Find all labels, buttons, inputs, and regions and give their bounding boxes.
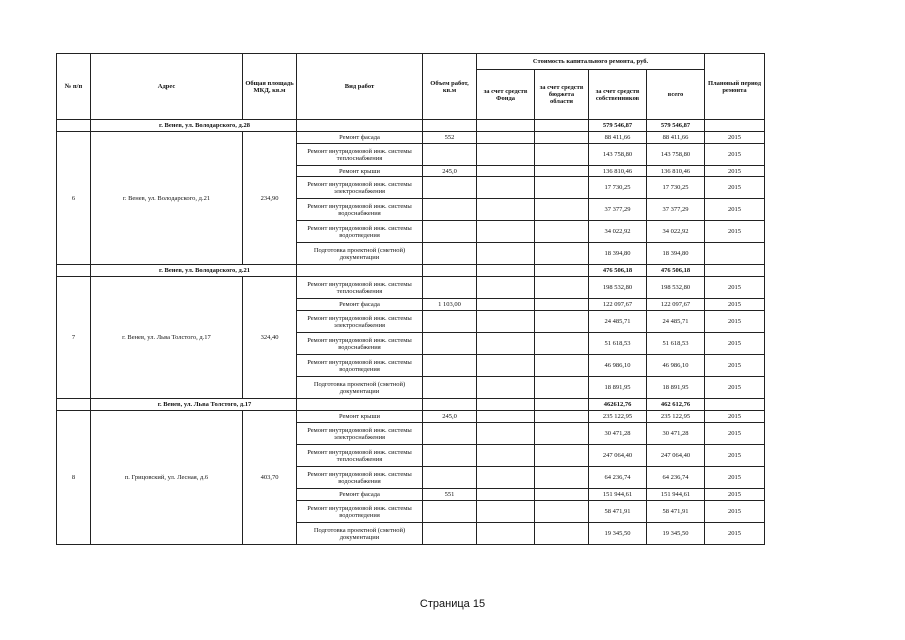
work-volume: [423, 445, 477, 467]
work-type: Ремонт внутридомовой инж. системы электроснабжения: [297, 423, 423, 445]
cost-fund: [477, 355, 535, 377]
cost-total: 30 471,28: [647, 423, 705, 445]
row-area: 403,70: [243, 411, 297, 545]
repair-year: 2015: [705, 177, 765, 199]
work-volume: [423, 311, 477, 333]
summary-label: г. Венев, ул. Володарского, д.21: [91, 265, 297, 277]
work-volume: 552: [423, 132, 477, 144]
cost-owners: 198 532,80: [589, 277, 647, 299]
row-number: 7: [57, 277, 91, 399]
work-type: Ремонт внутридомовой инж. системы водоснабжения: [297, 333, 423, 355]
repair-year: 2015: [705, 501, 765, 523]
cost-total: 18 891,95: [647, 377, 705, 399]
work-volume: 551: [423, 489, 477, 501]
header-cost-group: Стоимость капитального ремонта, руб.: [477, 54, 705, 70]
cost-total: 198 532,80: [647, 277, 705, 299]
cost-owners: 136 810,46: [589, 166, 647, 177]
summary-total: 476 506,18: [647, 265, 705, 277]
cost-owners: 34 022,92: [589, 221, 647, 243]
row-address: п. Грицовский, ул. Лесная, д.6: [91, 411, 243, 545]
cost-region: [535, 221, 589, 243]
cost-region: [535, 277, 589, 299]
cost-total: 17 730,25: [647, 177, 705, 199]
cost-owners: 235 122,95: [589, 411, 647, 423]
cost-total: 46 986,10: [647, 355, 705, 377]
work-volume: [423, 277, 477, 299]
cost-owners: 51 618,53: [589, 333, 647, 355]
cost-total: 151 944,61: [647, 489, 705, 501]
work-volume: [423, 144, 477, 166]
summary-row: [57, 265, 765, 277]
work-volume: [423, 333, 477, 355]
cost-owners: 17 730,25: [589, 177, 647, 199]
row-address: г. Венев, ул. Льва Толстого, д.17: [91, 277, 243, 399]
repair-year: 2015: [705, 467, 765, 489]
cost-fund: [477, 277, 535, 299]
cost-total: 136 810,46: [647, 166, 705, 177]
cost-region: [535, 132, 589, 144]
cost-fund: [477, 333, 535, 355]
cost-total: 143 758,80: [647, 144, 705, 166]
work-volume: [423, 243, 477, 265]
work-type: Подготовка проектной (сметной) документации: [297, 523, 423, 545]
summary-total: 462 612,76: [647, 399, 705, 411]
repair-year: 2015: [705, 311, 765, 333]
cost-region: [535, 411, 589, 423]
cost-total: 122 097,67: [647, 299, 705, 311]
work-type: Ремонт фасада: [297, 489, 423, 501]
work-type: Подготовка проектной (сметной) документации: [297, 377, 423, 399]
cost-region: [535, 467, 589, 489]
summary-row: [57, 120, 765, 132]
cost-owners: 37 377,29: [589, 199, 647, 221]
work-type: Подготовка проектной (сметной) документации: [297, 243, 423, 265]
cost-fund: [477, 467, 535, 489]
row-area: 234,90: [243, 132, 297, 265]
summary-owners: 476 506,18: [589, 265, 647, 277]
cost-fund: [477, 489, 535, 501]
cost-region: [535, 523, 589, 545]
work-volume: [423, 177, 477, 199]
cost-region: [535, 144, 589, 166]
summary-owners: 462612,76: [589, 399, 647, 411]
cost-fund: [477, 445, 535, 467]
work-type: Ремонт внутридомовой инж. системы теплоснабжения: [297, 144, 423, 166]
cost-fund: [477, 411, 535, 423]
work-volume: 245,0: [423, 166, 477, 177]
cost-region: [535, 445, 589, 467]
cost-fund: [477, 377, 535, 399]
table-row: [57, 277, 765, 299]
cost-fund: [477, 501, 535, 523]
repair-year: 2015: [705, 333, 765, 355]
cost-fund: [477, 166, 535, 177]
header-work-type: Вид работ: [297, 54, 423, 120]
repair-year: 2015: [705, 166, 765, 177]
work-volume: [423, 221, 477, 243]
cost-total: 51 618,53: [647, 333, 705, 355]
cost-owners: 58 471,91: [589, 501, 647, 523]
cost-total: 64 236,74: [647, 467, 705, 489]
header-fund: за счет средств Фонда: [477, 70, 535, 120]
work-volume: 1 103,00: [423, 299, 477, 311]
cost-owners: 46 986,10: [589, 355, 647, 377]
cost-owners: 18 394,80: [589, 243, 647, 265]
header-owners: за счет средств собственников: [589, 70, 647, 120]
work-type: Ремонт внутридомовой инж. системы водоснабжения: [297, 199, 423, 221]
work-type: Ремонт внутридомовой инж. системы теплоснабжения: [297, 277, 423, 299]
cost-fund: [477, 132, 535, 144]
cost-owners: 122 097,67: [589, 299, 647, 311]
table-row: [57, 132, 765, 144]
table-row: [57, 411, 765, 423]
cost-owners: 19 345,50: [589, 523, 647, 545]
row-number: 8: [57, 411, 91, 545]
cost-fund: [477, 144, 535, 166]
cost-region: [535, 199, 589, 221]
repair-year: 2015: [705, 299, 765, 311]
work-type: Ремонт внутридомовой инж. системы водоотведения: [297, 501, 423, 523]
cost-owners: 151 944,61: [589, 489, 647, 501]
cost-total: 18 394,80: [647, 243, 705, 265]
repair-year: 2015: [705, 445, 765, 467]
cost-total: 58 471,91: [647, 501, 705, 523]
work-type: Ремонт внутридомовой инж. системы теплоснабжения: [297, 445, 423, 467]
work-volume: [423, 467, 477, 489]
cost-fund: [477, 523, 535, 545]
work-type: Ремонт внутридомовой инж. системы электроснабжения: [297, 311, 423, 333]
header-address: Адрес: [91, 54, 243, 120]
repair-year: 2015: [705, 221, 765, 243]
work-volume: [423, 377, 477, 399]
cost-region: [535, 423, 589, 445]
work-type: Ремонт внутридомовой инж. системы водоснабжения: [297, 467, 423, 489]
header-volume: Объем работ, кв.м: [423, 54, 477, 120]
cost-region: [535, 333, 589, 355]
header-row-1: [57, 54, 765, 70]
page-number: Страница 15: [419, 598, 486, 610]
summary-label: г. Венев, ул. Льва Толстого, д.17: [91, 399, 297, 411]
repair-year: 2015: [705, 277, 765, 299]
cost-owners: 247 064,40: [589, 445, 647, 467]
cost-total: 88 411,66: [647, 132, 705, 144]
cost-fund: [477, 423, 535, 445]
work-volume: [423, 501, 477, 523]
work-type: Ремонт внутридомовой инж. системы электроснабжения: [297, 177, 423, 199]
work-volume: [423, 355, 477, 377]
cost-region: [535, 501, 589, 523]
cost-region: [535, 299, 589, 311]
work-type: Ремонт крыши: [297, 166, 423, 177]
header-area: Общая площадь МКД, кв.м: [243, 54, 297, 120]
summary-total: 579 546,87: [647, 120, 705, 132]
capital-repair-table: [56, 53, 765, 545]
repair-year: 2015: [705, 355, 765, 377]
header-num: № п/п: [57, 54, 91, 120]
header-total: всего: [647, 70, 705, 120]
summary-label: г. Венев, ул. Володарского, д.28: [91, 120, 297, 132]
cost-owners: 88 411,66: [589, 132, 647, 144]
repair-year: 2015: [705, 489, 765, 501]
cost-region: [535, 177, 589, 199]
cost-owners: 143 758,80: [589, 144, 647, 166]
cost-owners: 24 485,71: [589, 311, 647, 333]
cost-fund: [477, 311, 535, 333]
row-address: г. Венев, ул. Володарского, д.21: [91, 132, 243, 265]
cost-total: 19 345,50: [647, 523, 705, 545]
summary-row: [57, 399, 765, 411]
summary-owners: 579 546,87: [589, 120, 647, 132]
work-volume: [423, 199, 477, 221]
cost-region: [535, 311, 589, 333]
cost-total: 24 485,71: [647, 311, 705, 333]
cost-owners: 30 471,28: [589, 423, 647, 445]
cost-region: [535, 377, 589, 399]
repair-year: [705, 243, 765, 265]
work-type: Ремонт внутридомовой инж. системы водоотведения: [297, 355, 423, 377]
repair-year: 2015: [705, 411, 765, 423]
cost-region: [535, 166, 589, 177]
cost-fund: [477, 177, 535, 199]
cost-total: 37 377,29: [647, 199, 705, 221]
repair-year: 2015: [705, 132, 765, 144]
repair-year: 2015: [705, 199, 765, 221]
cost-fund: [477, 299, 535, 311]
work-type: Ремонт фасада: [297, 299, 423, 311]
repair-year: 2015: [705, 144, 765, 166]
cost-total: 235 122,95: [647, 411, 705, 423]
row-number: 6: [57, 132, 91, 265]
header-region: за счет средств бюджета области: [535, 70, 589, 120]
repair-year: 2015: [705, 523, 765, 545]
work-volume: [423, 523, 477, 545]
cost-region: [535, 489, 589, 501]
cost-total: 247 064,40: [647, 445, 705, 467]
repair-year: 2015: [705, 377, 765, 399]
work-type: Ремонт фасада: [297, 132, 423, 144]
cost-total: 34 022,92: [647, 221, 705, 243]
header-period: Плановый период ремонта: [705, 54, 765, 120]
cost-owners: 64 236,74: [589, 467, 647, 489]
cost-fund: [477, 243, 535, 265]
cost-owners: 18 891,95: [589, 377, 647, 399]
work-type: Ремонт крыши: [297, 411, 423, 423]
work-type: Ремонт внутридомовой инж. системы водоотведения: [297, 221, 423, 243]
work-volume: 245,0: [423, 411, 477, 423]
cost-fund: [477, 221, 535, 243]
repair-year: 2015: [705, 423, 765, 445]
cost-region: [535, 355, 589, 377]
work-volume: [423, 423, 477, 445]
cost-fund: [477, 199, 535, 221]
cost-region: [535, 243, 589, 265]
row-area: 324,40: [243, 277, 297, 399]
